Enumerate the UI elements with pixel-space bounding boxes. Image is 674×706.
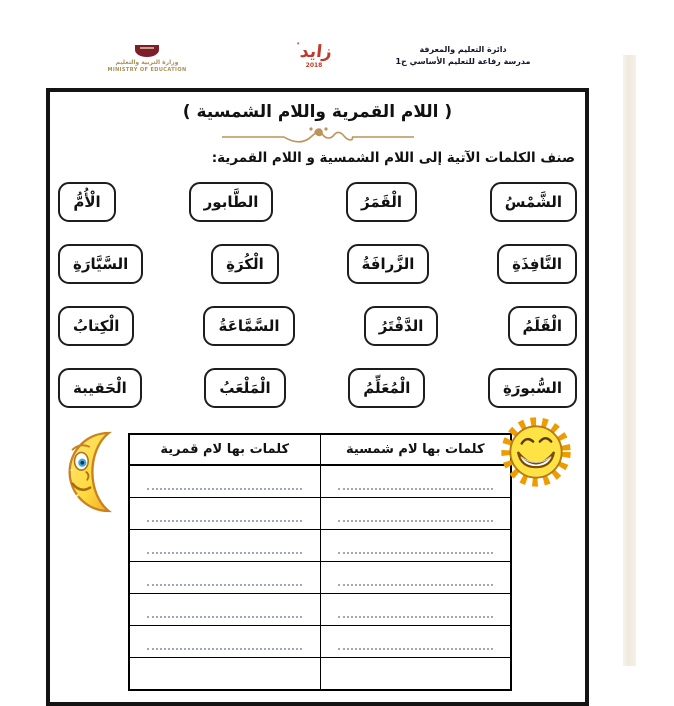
answer-line[interactable]	[147, 488, 302, 490]
answer-cell-shamsiya[interactable]	[321, 498, 511, 529]
word-box: الْكُرَةِ	[211, 244, 279, 284]
zayed-logo-year: 2018	[305, 62, 323, 69]
word-row	[58, 304, 577, 348]
answer-cell-qamariya[interactable]	[130, 466, 321, 497]
answer-line[interactable]	[147, 584, 302, 586]
word-box: الْمَلْعَبُ	[204, 368, 285, 408]
answer-cell-qamariya[interactable]	[130, 626, 321, 657]
sun-icon	[498, 414, 574, 490]
school-info	[393, 44, 533, 67]
word-row	[58, 242, 577, 286]
moon-icon	[56, 424, 134, 520]
answer-line[interactable]	[338, 552, 493, 554]
answer-cell-shamsiya[interactable]	[321, 562, 511, 593]
answer-cell-shamsiya[interactable]	[321, 594, 511, 625]
answer-line[interactable]	[338, 520, 493, 522]
ministry-logo	[101, 44, 193, 73]
answer-line[interactable]	[338, 584, 493, 586]
word-box: الدَّفْتَرُ	[364, 306, 439, 346]
word-box: الزَّرافَةُ	[347, 244, 430, 284]
word-row	[58, 180, 577, 224]
word-box: الْكِتابُ	[58, 306, 134, 346]
answer-line[interactable]	[338, 648, 493, 650]
worksheet-page	[46, 88, 589, 706]
word-box: السَّيَّارَةِ	[58, 244, 143, 284]
answer-cell-qamariya[interactable]	[130, 530, 321, 561]
column-header-shamsiya: كلمات بها لام شمسية	[345, 442, 485, 457]
answer-line[interactable]	[338, 488, 493, 490]
answer-cell-qamariya[interactable]	[130, 498, 321, 529]
answer-cell-shamsiya[interactable]	[321, 466, 511, 497]
answer-row	[130, 497, 510, 529]
word-box: الْأُمُّ	[58, 182, 116, 222]
department-name: دائرة التعليم والمعرفة	[419, 45, 507, 54]
word-box: الْحَقيبة	[58, 368, 142, 408]
word-box: السَّمَّاعَةُ	[203, 306, 294, 346]
page-title: ( اللام القمرية واللام الشمسية )	[182, 102, 453, 122]
answer-row	[130, 593, 510, 625]
answer-line[interactable]	[147, 616, 302, 618]
ministry-emblem-icon	[132, 44, 162, 59]
zayed-logo-text: زايد	[298, 42, 333, 62]
zayed-logo	[286, 42, 342, 69]
word-row	[58, 366, 577, 410]
word-box: السُّبورَةِ	[488, 368, 577, 408]
answer-cell-shamsiya[interactable]	[321, 626, 511, 657]
ministry-name-english: MINISTRY OF EDUCATION	[107, 66, 187, 73]
word-box: الشَّمْسُ	[490, 182, 577, 222]
answer-line[interactable]	[338, 616, 493, 618]
ornamental-divider-icon	[218, 123, 418, 147]
answer-line[interactable]	[147, 520, 302, 522]
answer-line[interactable]	[147, 648, 302, 650]
word-box: الْقَمَرُ	[346, 182, 417, 222]
answer-row	[130, 657, 510, 689]
word-grid	[50, 166, 585, 410]
answer-row	[130, 529, 510, 561]
column-header-qamariya: كلمات بها لام قمرية	[130, 435, 321, 464]
word-box: الْمُعَلِّمُ	[348, 368, 425, 408]
answer-cell-qamariya[interactable]	[130, 658, 321, 689]
answer-row	[130, 561, 510, 593]
answer-row	[130, 625, 510, 657]
answer-line[interactable]	[147, 552, 302, 554]
zayed-logo-mark-icon: ؞	[296, 42, 300, 49]
answer-row	[130, 466, 510, 497]
word-box: الطَّابور	[189, 182, 274, 222]
scrollbar-track[interactable]	[623, 55, 636, 666]
answer-cell-shamsiya[interactable]	[321, 658, 511, 689]
ministry-name-arabic: وزارة التربية والتعليم	[115, 59, 179, 66]
instruction-text: صنف الكلمات الآتية إلى اللام الشمسية و اللام القمرية:	[211, 150, 575, 166]
word-box: النَّافِذَةِ	[497, 244, 577, 284]
word-box: الْقَلَمُ	[508, 306, 577, 346]
answer-cell-shamsiya[interactable]	[321, 530, 511, 561]
table-header-row	[130, 435, 510, 466]
answer-cell-qamariya[interactable]	[130, 562, 321, 593]
school-name: مدرسة رفاعة للتعليم الأساسي ح1	[395, 56, 531, 66]
answer-table	[128, 433, 512, 691]
answer-cell-qamariya[interactable]	[130, 594, 321, 625]
